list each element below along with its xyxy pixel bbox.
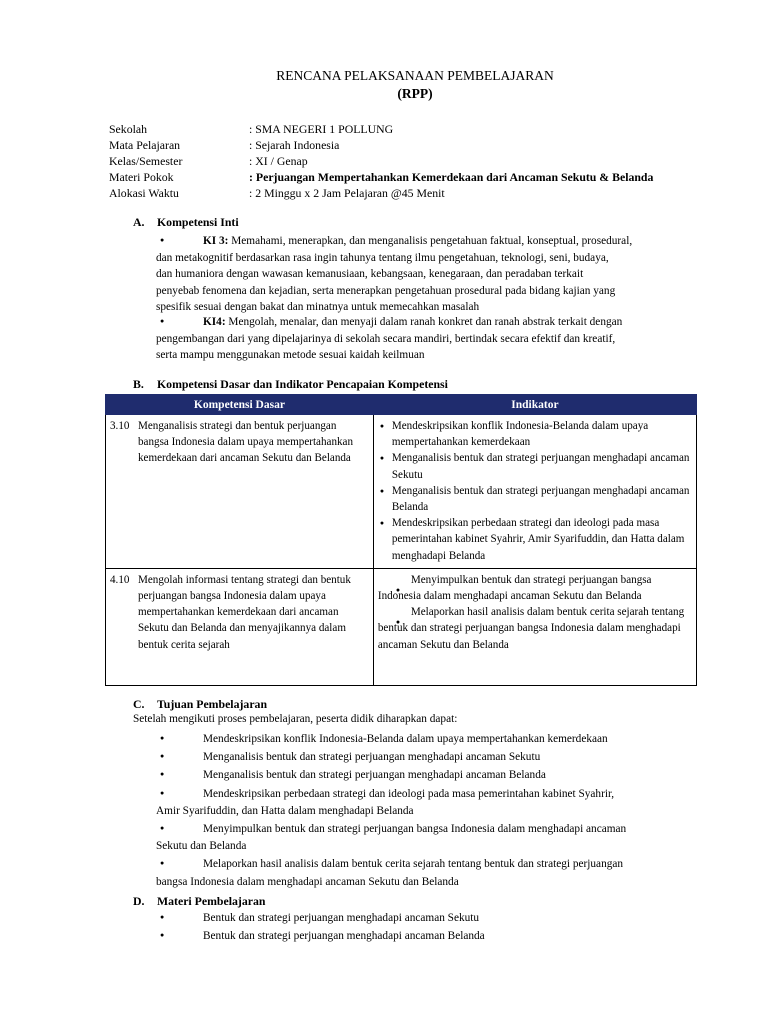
bullet-icon	[156, 731, 203, 748]
column-header-kd: Kompetensi Dasar	[106, 395, 374, 415]
list-item: ● Mendeskripsikan konflik Indonesia-Belanda dalam upaya mempertahankan kemerdekaan	[378, 418, 692, 450]
competency-table	[105, 394, 697, 686]
list-item: ●Bentuk dan strategi perjuangan menghadapi ancaman Sekutu	[156, 910, 716, 927]
identity-row: Mata Pelajaran : Sejarah Indonesia	[109, 138, 340, 152]
identity-block	[109, 121, 653, 201]
identity-row: Sekolah : SMA NEGERI 1 POLLUNG	[109, 122, 394, 136]
learning-objectives-list	[156, 731, 716, 890]
bullet-icon	[156, 856, 203, 873]
bullet-icon	[156, 749, 203, 766]
bullet-icon	[156, 928, 203, 945]
list-item: ●Mendeskripsikan konflik Indonesia-Belanda dalam upaya mempertahankan kemerdekaan	[156, 731, 716, 748]
section-c-heading: C. Tujuan Pembelajaran	[133, 697, 268, 711]
bullet-icon	[156, 821, 203, 838]
document-subtitle: (RPP)	[397, 86, 433, 101]
ki3-paragraph: ●KI 3: Memahami, menerapkan, dan menganalisis pengetahuan faktual, konseptual, prosedural, dan metakognitif berdasarkan rasa ingin tahunya tentang ilmu pengetahuan, teknologi, seni, budaya, dan humaniora dengan wawasan kemanusiaan, kebangsaan, kenegaraan, dan peradaban terkait penyebab fenomena dan kejadian, serta menerapkan pengetahuan prosedural pada bidang kajian yang spesifik sesuai dengan bakat dan minatnya untuk memecahkan masalah	[156, 233, 701, 315]
table-row	[106, 568, 697, 685]
list-item: Menyimpulkan bentuk dan strategi perjuangan bangsa Indonesia dalam menghadapi ancaman Sekutu dan Belanda	[377, 573, 652, 603]
section-b-heading: B. Kompetensi Dasar dan Indikator Pencapaian Kompetensi	[133, 377, 448, 391]
indicator-cell	[373, 415, 696, 569]
ki4-paragraph: ●KI4: Mengolah, menalar, dan menyaji dalam ranah konkret dan ranah abstrak terkait dengan pengembangan dari yang dipelajarinya di sekolah secara mandiri, bertindak secara efektif dan kreatif, serta mampu menggunakan metode sesuai kaidah keilmuan	[156, 314, 701, 364]
table-row	[106, 415, 697, 569]
section-d-heading: D. Materi Pembelajaran	[133, 894, 266, 908]
material-list	[156, 910, 716, 945]
list-item: ● Mendeskripsikan perbedaan strategi dan ideologi pada masa pemerintahan kabinet Syahrir, Amir Syarifuddin, dan Hatta dalam menghadapi Belanda	[378, 515, 692, 564]
list-item: ●Mendeskripsikan perbedaan strategi dan ideologi pada masa pemerintahan kabinet Syahrir, Amir Syarifuddin, dan Hatta dalam menghadapi Belanda	[156, 786, 716, 819]
list-item: ●Menganalisis bentuk dan strategi perjuangan menghadapi ancaman Belanda	[156, 767, 716, 784]
column-header-indikator: Indikator	[373, 395, 696, 415]
kd-cell: 4.10 Mengolah informasi tentang strategi dan bentuk perjuangan bangsa Indonesia dalam upaya mempertahankan kemerdekaan dari ancaman Sekutu dan Belanda dan menyajikannya dalam bentuk cerita sejarah	[106, 568, 374, 685]
bullet-icon	[156, 233, 203, 250]
bullet-icon	[156, 786, 203, 803]
list-item: ●Bentuk dan strategi perjuangan menghadapi ancaman Belanda	[156, 928, 716, 945]
identity-row: Kelas/Semester : XI / Genap	[109, 154, 308, 168]
identity-row: Alokasi Waktu : 2 Minggu x 2 Jam Pelajaran @45 Menit	[109, 186, 445, 200]
list-item: ●Menganalisis bentuk dan strategi perjuangan menghadapi ancaman Sekutu	[156, 749, 716, 766]
list-item: ●Menyimpulkan bentuk dan strategi perjuangan bangsa Indonesia dalam menghadapi ancaman Sekutu dan Belanda	[156, 821, 716, 854]
identity-row: Materi Pokok : Perjuangan Mempertahankan Kemerdekaan dari Ancaman Sekutu & Belanda	[109, 170, 654, 184]
bullet-icon	[156, 910, 203, 927]
list-item: ● Menganalisis bentuk dan strategi perjuangan menghadapi ancaman Belanda	[378, 483, 692, 515]
table-header-row	[106, 395, 697, 415]
bullet-icon	[156, 767, 203, 784]
indicator-cell	[373, 568, 696, 685]
bullet-icon	[156, 314, 203, 331]
section-a-heading: A. Kompetensi Inti	[133, 215, 239, 229]
list-item: ●Melaporkan hasil analisis dalam bentuk cerita sejarah tentang bentuk dan strategi perjuangan bangsa Indonesia dalam menghadapi ancaman Sekutu dan Belanda	[156, 856, 716, 889]
document-title: RENCANA PELAKSANAAN PEMBELAJARAN	[276, 68, 554, 83]
list-item: ● Menganalisis bentuk dan strategi perjuangan menghadapi ancaman Sekutu	[378, 450, 692, 482]
section-c-intro: Setelah mengikuti proses pembelajaran, peserta didik diharapkan dapat:	[133, 713, 458, 725]
kd-cell: 3.10 Menganalisis strategi dan bentuk perjuangan bangsa Indonesia dalam upaya mempertahankan kemerdekaan dari ancaman Sekutu dan Belanda	[106, 415, 374, 569]
list-item: Melaporkan hasil analisis dalam bentuk cerita sejarah tentang bentuk dan strategi perjuangan bangsa Indonesia dalam menghadapi ancaman Sekutu dan Belanda	[377, 606, 685, 651]
